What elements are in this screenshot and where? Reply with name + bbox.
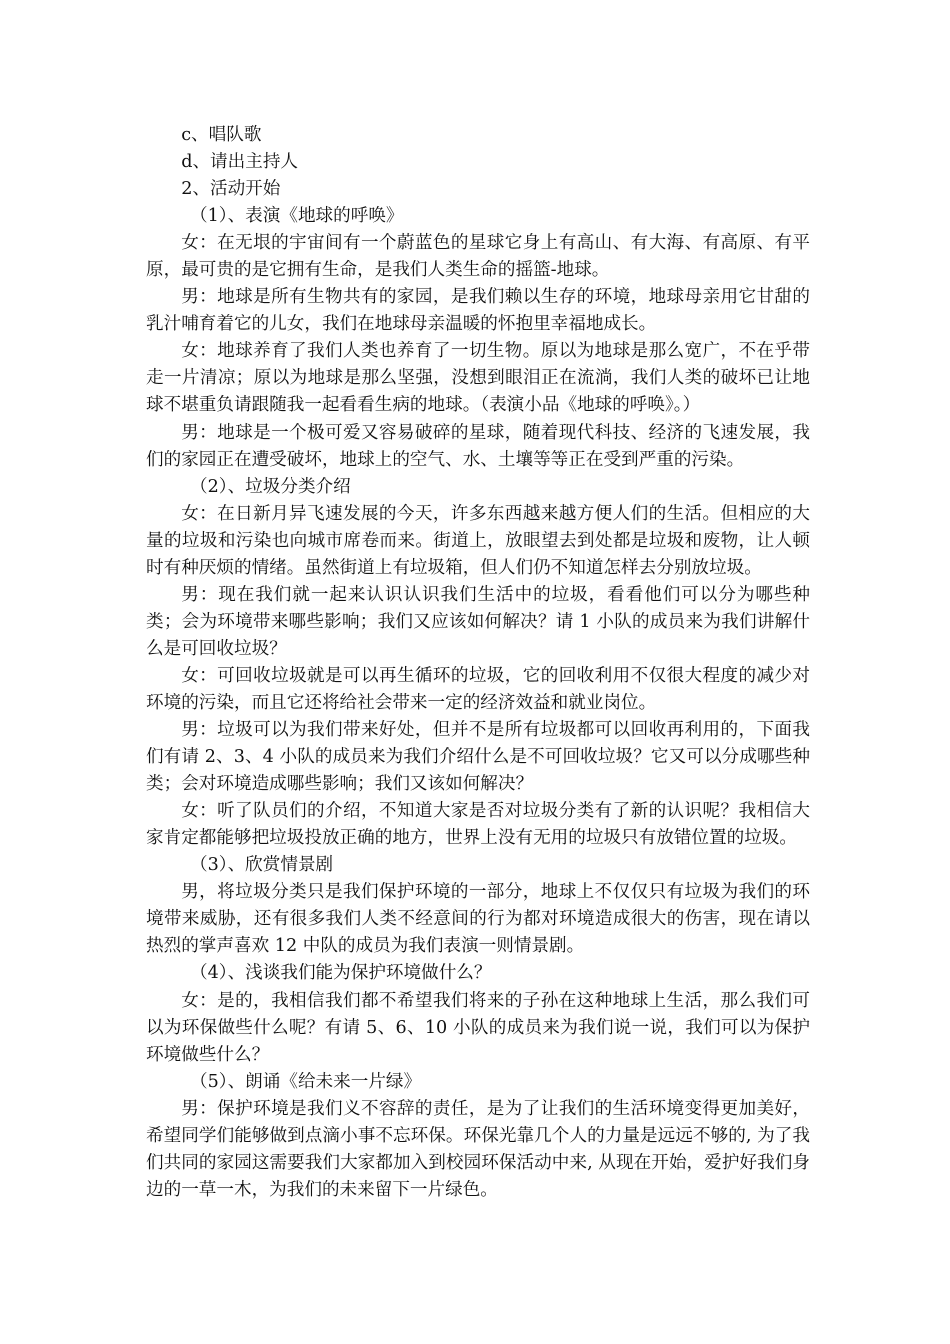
dialogue-paragraph: 男：现在我们就一起来认识认识我们生活中的垃圾，看看他们可以分为哪些种类；会为环境带来哪些影响；我们又应该如何解决？请 1 小队的成员来为我们讲解什么是可回收垃圾？ <box>146 584 810 659</box>
dialogue-paragraph: 男，将垃圾分类只是我们保护环境的一部分，地球上不仅仅只有垃圾为我们的环境带来威胁，还有很多我们人类不经意间的行为都对环境造成很大的伤害，现在请以热烈的掌声喜欢 12 中队的成员为我们表演一则情景剧。 <box>146 882 810 957</box>
step-c-sing-song: c、唱队歌 <box>181 125 262 145</box>
section-2-activity-start: 2、活动开始 <box>181 179 281 200</box>
subsection-1-earth-call: （1）、表演《地球的呼唤》 <box>190 206 404 227</box>
subsection-2-garbage-sorting: （2）、垃圾分类介绍 <box>190 476 351 497</box>
step-d-invite-hosts: d、请出主持人 <box>181 152 299 173</box>
dialogue-paragraph: 女：地球养育了我们人类也养育了一切生物。原以为地球是那么宽广，不在乎带走一片清凉；原以为地球是那么坚强，没想到眼泪正在流淌，我们人类的破坏已让地球不堪重负请跟随我一起看看生病的地球。（表演小品《地球的呼唤》。） <box>146 341 810 416</box>
dialogue-paragraph: 男：地球是一个极可爱又容易破碎的星球，随着现代科技、经济的飞速发展，我们的家园正在遭受破坏，地球上的空气、水、土壤等等正在受到严重的污染。 <box>146 422 810 470</box>
subsection-5-recitation: （5）、朗诵《给未来一片绿》 <box>190 1071 422 1092</box>
dialogue-paragraph: 女：在日新月异飞速发展的今天，许多东西越来越方便人们的生活。但相应的大量的垃圾和污染也向城市席卷而来。街道上，放眼望去到处都是垃圾和废物，让人顿时有种厌烦的情绪。虽然街道上有垃圾箱，但人们仍不知道怎样去分别放垃圾。 <box>146 503 810 578</box>
dialogue-paragraph: 女：是的，我相信我们都不希望我们将来的子孙在这种地球上生活，那么我们可以为环保做些什么呢？有请 5、6、10 小队的成员来为我们说一说，我们可以为保护环境做些什么？ <box>146 990 810 1065</box>
dialogue-paragraph: 女：在无垠的宇宙间有一个蔚蓝色的星球它身上有高山、有大海、有高原、有平原，最可贵的是它拥有生命，是我们人类生命的摇篮-地球。 <box>146 233 810 281</box>
dialogue-paragraph: 女：听了队员们的介绍，不知道大家是否对垃圾分类有了新的认识呢？我相信大家肯定都能够把垃圾投放正确的地方，世界上没有无用的垃圾只有放错位置的垃圾。 <box>146 801 810 849</box>
subsection-4-what-we-can-do: （4）、浅谈我们能为保护环境做什么？ <box>190 963 492 984</box>
subsection-3-skit: （3）、欣赏情景剧 <box>190 855 334 876</box>
document-body <box>146 122 810 1204</box>
dialogue-paragraph: 男：地球是所有生物共有的家园，是我们赖以生存的环境，地球母亲用它甘甜的乳汁哺育着它的儿女，我们在地球母亲温暖的怀抱里幸福地成长。 <box>146 287 810 335</box>
dialogue-paragraph: 男：垃圾可以为我们带来好处，但并不是所有垃圾都可以回收再利用的，下面我们有请 2、3、4 小队的成员来为我们介绍什么是不可回收垃圾？它又可以分成哪些种类；会对环境造成哪些影响；我们又该如何解决？ <box>146 720 810 795</box>
dialogue-paragraph: 女：可回收垃圾就是可以再生循环的垃圾，它的回收利用不仅很大程度的减少对环境的污染，而且它还将给社会带来一定的经济效益和就业岗位。 <box>146 665 810 713</box>
dialogue-paragraph: 男：保护环境是我们义不容辞的责任，是为了让我们的生活环境变得更加美好，希望同学们能够做到点滴小事不忘环保。环保光靠几个人的力量是远远不够的, 为了我们共同的家园这需要我们大家都加入到校园环保活动中来, 从现在开始，爱护好我们身边的一草一木，为我们的未来留下一片绿色。 <box>146 1098 810 1200</box>
